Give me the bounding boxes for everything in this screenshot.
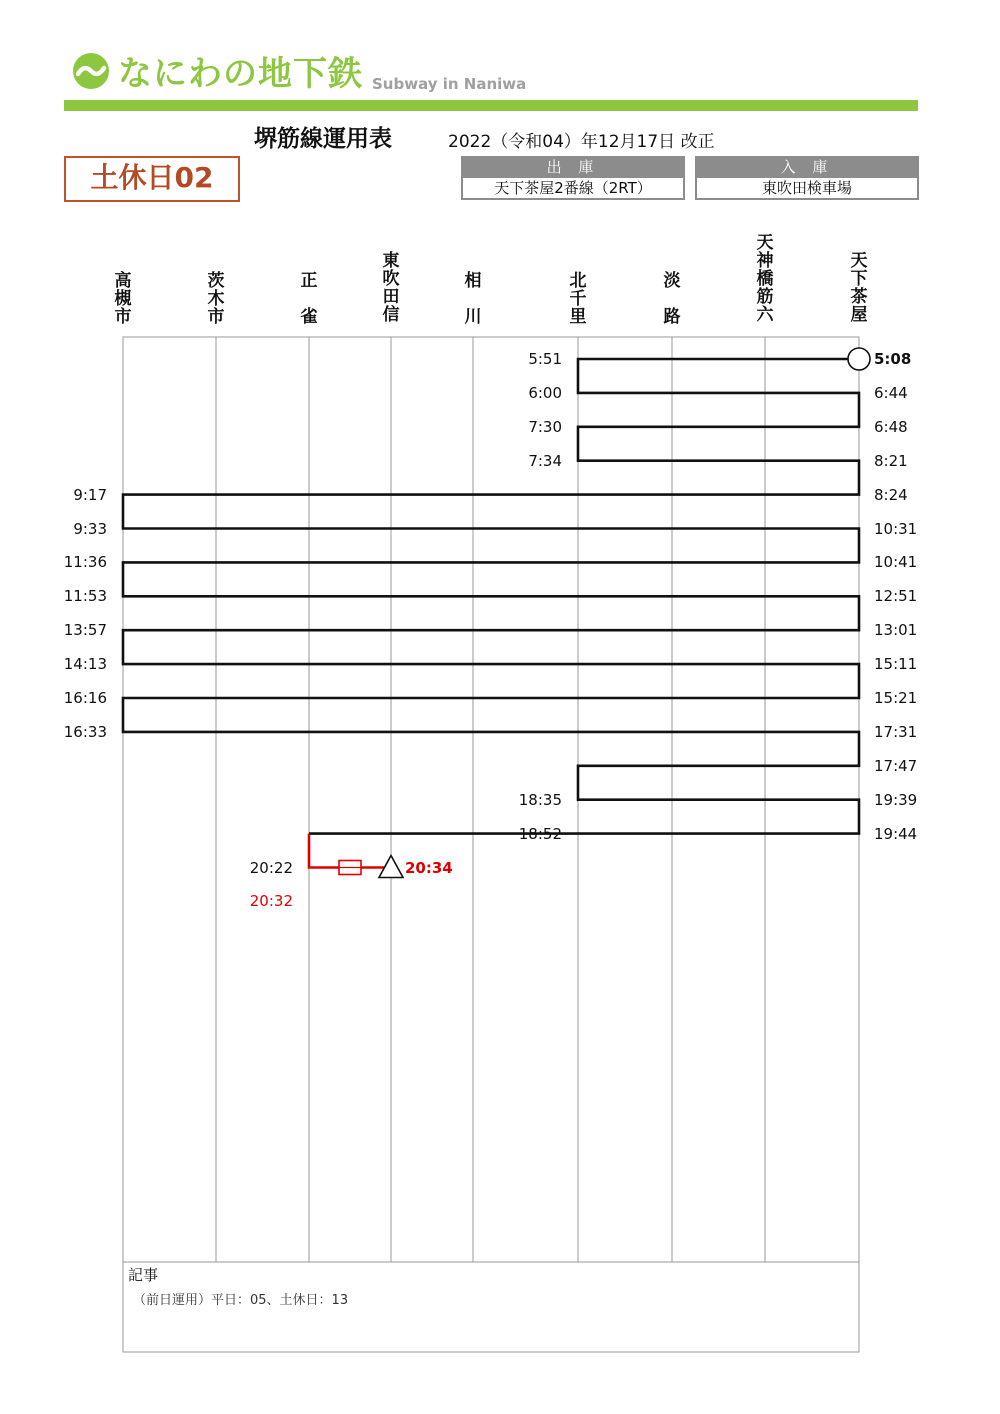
depot-in-value: 東吹田検車場	[695, 178, 919, 200]
station-name: 北 千 里	[569, 271, 587, 327]
departure-time-left: 11:53	[63, 587, 107, 606]
departure-time-left: 11:36	[63, 553, 107, 572]
departure-time-left: 18:35	[518, 790, 562, 809]
brand-subtitle: Subway in Naniwa	[372, 75, 527, 93]
departure-time-left: 14:13	[63, 655, 107, 674]
time-right: 6:48	[874, 417, 908, 436]
diagram-frame	[123, 337, 859, 1352]
station-name: 高 槻 市	[114, 271, 132, 327]
time-right: 17:47	[874, 756, 918, 775]
departure-time-left: 18:52	[518, 824, 562, 843]
station-name: 茨 木 市	[207, 271, 225, 327]
time-right: 15:21	[874, 689, 918, 707]
operation-number: 土休日02	[90, 161, 214, 194]
time-right: 6:44	[874, 383, 908, 402]
revision-date: 2022（令和04）年12月17日 改正	[448, 132, 715, 152]
page-title: 堺筋線運用表	[254, 126, 392, 152]
brand-name: なにわの地下鉄	[118, 54, 363, 94]
time-right: 10:41	[874, 553, 918, 572]
station-name: 相 川	[464, 271, 482, 327]
departure-time-left: 9:33	[73, 519, 107, 538]
departure-time-left: 16:33	[63, 722, 107, 741]
arrival-time: 20:34	[405, 858, 453, 877]
departure-time-left: 16:16	[63, 689, 107, 707]
time-right: 19:44	[874, 824, 918, 843]
time-right: 17:31	[874, 722, 918, 741]
departure-time-left: 13:57	[63, 621, 107, 640]
time-right: 13:01	[874, 621, 918, 640]
departure-time-left: 7:34	[528, 451, 562, 470]
station-name: 天 神 橋 筋 六	[756, 233, 774, 325]
run-line	[123, 359, 859, 834]
time-right: 19:39	[874, 790, 918, 809]
depot-in-label: 入 庫	[695, 156, 919, 178]
depot-out-label: 出 庫	[461, 156, 685, 178]
station-name: 天 下 茶 屋	[850, 251, 868, 325]
depart-circle-icon	[848, 348, 870, 370]
time-right: 5:08	[874, 350, 912, 368]
departure-time-left: 5:51	[528, 350, 562, 368]
departure-time-left: 20:32	[249, 892, 293, 911]
departure-time-left: 9:17	[73, 485, 107, 504]
time-right: 10:31	[874, 519, 918, 538]
time-right: 12:51	[874, 587, 918, 606]
departure-time-left: 7:30	[528, 417, 562, 436]
depot-out-value: 天下茶屋2番線（2RT）	[461, 178, 685, 200]
notes-body: （前日運用）平日：05、土休日：13	[133, 1293, 349, 1308]
station-name: 正 雀	[300, 271, 318, 327]
time-right: 8:21	[874, 451, 908, 470]
time-right: 8:24	[874, 485, 908, 504]
station-name: 東 吹 田 信	[382, 251, 400, 325]
departure-time-left: 20:22	[249, 858, 293, 877]
notes-title: 記事	[128, 1266, 159, 1284]
time-right: 15:11	[874, 655, 918, 674]
station-name: 淡 路	[663, 271, 681, 327]
departure-time-left: 6:00	[528, 383, 562, 402]
